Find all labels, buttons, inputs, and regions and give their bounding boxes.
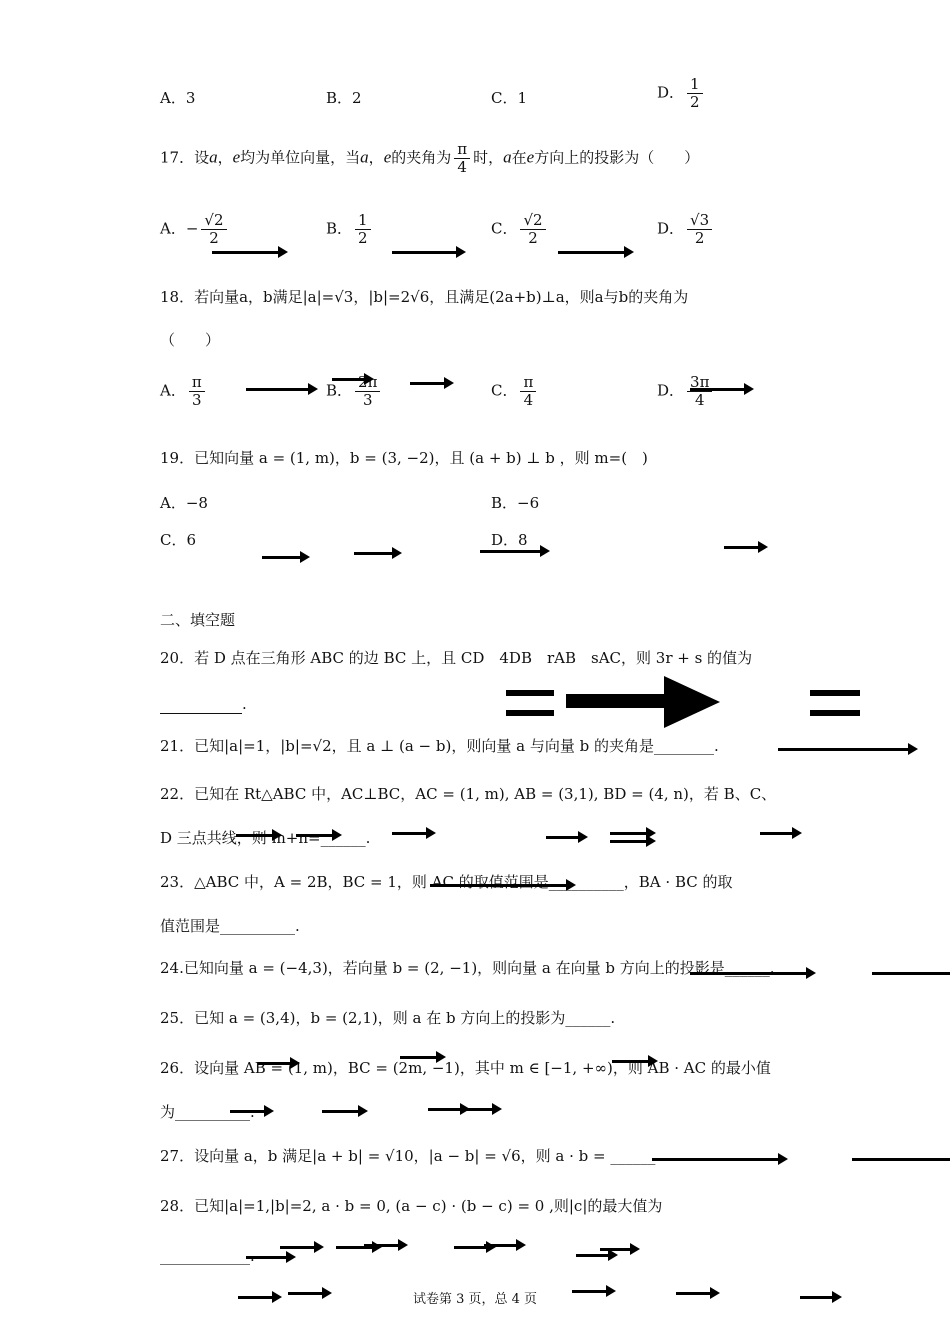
arrow-artifact — [484, 1244, 520, 1247]
equals-artifact — [810, 690, 860, 696]
arrow-artifact — [262, 556, 304, 559]
q17-option-a: A．− $\frac{√2}{2}$ — [160, 212, 230, 247]
q21-stem: 21．已知|a|=1，|b|=√2，且 a ⊥ (a − b)，则向量 a 与向量 b 的夹角是________. — [160, 737, 719, 755]
q26-stem: 26．设向量 AB = (1, m)，BC = (2m, −1)，其中 m ∈ [−1, +∞)，则 AB · AC 的最小值 — [160, 1059, 771, 1077]
q19-option-a: A．−8 — [160, 494, 208, 512]
q16-option-b: B．2 — [326, 89, 362, 107]
arrow-artifact — [236, 834, 276, 837]
arrow-artifact — [558, 251, 628, 254]
arrow-artifact — [778, 748, 912, 751]
line-artifact — [872, 972, 950, 975]
q16-option-d: D． $\frac{1}{2}$ — [657, 76, 706, 111]
q18-option-d: D． $\frac{3\pi}{4}$ — [657, 374, 715, 409]
q19-option-d: D．8 — [491, 531, 528, 549]
q18-stem: 18．若向量a，b满足|a|=√3，|b|=2√6，且满足(2a+b)⊥a，则a与b的夹角为 — [160, 288, 689, 306]
arrow-artifact — [280, 1246, 318, 1249]
q18-option-c: C． $\frac{\pi}{4}$ — [491, 374, 539, 409]
arrow-artifact — [724, 546, 762, 549]
q16-option-a: A．3 — [160, 89, 196, 107]
q25-stem: 25．已知 a = (3,4)，b = (2,1)，则 a 在 b 方向上的投影为______. — [160, 1009, 616, 1027]
answer-blank[interactable] — [160, 713, 242, 714]
q17-option-c: C． $\frac{√2}{2}$ — [491, 212, 549, 247]
big-arrow-head — [664, 676, 720, 728]
arrow-artifact — [428, 1108, 464, 1111]
q18-paren: （ ） — [160, 331, 221, 349]
arrow-artifact — [652, 1158, 782, 1161]
arrow-artifact — [690, 972, 810, 975]
arrow-artifact — [230, 1110, 268, 1113]
q19-option-c: C．6 — [160, 531, 197, 549]
arrow-artifact — [462, 1108, 496, 1111]
arrow-artifact — [760, 832, 796, 835]
arrow-artifact — [690, 388, 748, 391]
page-footer: 试卷第 3 页，总 4 页 — [412, 1292, 538, 1307]
equals-artifact — [506, 710, 554, 716]
equals-artifact — [506, 690, 554, 696]
arrow-artifact — [546, 836, 582, 839]
q16-option-c: C．1 — [491, 89, 528, 107]
q23-stem-cont: 值范围是__________. — [160, 917, 300, 935]
q17-stem: 17．设a，e均为单位向量，当a，e的夹角为 $\frac{\pi}{4}$ 时，a在e方向上的投影为（ ） — [160, 140, 700, 176]
arrow-artifact — [246, 1256, 290, 1259]
q18-option-b: B． $\frac{2\pi}{3}$ — [326, 374, 383, 409]
arrow-artifact — [246, 388, 312, 391]
q19-option-b: B．−6 — [491, 494, 540, 512]
q19-stem: 19．已知向量 a = (1, m)，b = (3, −2)，且 (a + b) ⊥ b ，则 m=( ) — [160, 449, 648, 467]
q23-stem: 23．△ABC 中，A = 2B，BC = 1，则 AC 的取值范围是__________，BA · BC 的取 — [160, 873, 733, 891]
arrow-artifact — [392, 832, 430, 835]
q17-option-d: D． $\frac{√3}{2}$ — [657, 212, 715, 247]
arrow-artifact — [610, 832, 650, 835]
q18-option-a: A． $\frac{\pi}{3}$ — [160, 374, 208, 409]
arrow-artifact — [354, 552, 396, 555]
q27-stem: 27．设向量 a，b 满足|a + b| = √10，|a − b| = √6，则 a · b = ______ — [160, 1147, 656, 1165]
q28-stem-cont: ____________. — [160, 1247, 255, 1265]
arrow-artifact — [610, 840, 650, 843]
arrow-artifact — [364, 1244, 402, 1247]
arrow-artifact — [212, 251, 282, 254]
arrow-artifact — [400, 1056, 440, 1059]
q26-stem-cont: 为__________. — [160, 1103, 255, 1121]
arrow-artifact — [296, 834, 336, 837]
equals-artifact — [810, 710, 860, 716]
line-artifact — [852, 1158, 950, 1161]
arrow-artifact — [392, 251, 460, 254]
arrow-artifact — [600, 1248, 634, 1251]
arrow-artifact — [576, 1254, 612, 1257]
arrow-artifact — [430, 884, 570, 887]
arrow-artifact — [332, 378, 368, 381]
q24-stem: 24.已知向量 a = (−4,3)，若向量 b = (2, −1)，则向量 a 在向量 b 方向上的投影是______. — [160, 959, 775, 977]
q20-stem: 20．若 D 点在三角形 ABC 的边 BC 上，且 CD 4DB rAB sAC，则 3r + s 的值为 — [160, 649, 753, 667]
arrow-artifact — [612, 1060, 652, 1063]
arrow-artifact — [258, 1062, 294, 1065]
arrow-artifact — [480, 550, 544, 553]
arrow-artifact — [410, 382, 448, 385]
section-title: 二、填空题 — [160, 611, 236, 629]
q17-option-b: B． $\frac{1}{2}$ — [326, 212, 374, 247]
q22-stem-cont: D 三点共线，则 m+n=______. — [160, 829, 371, 847]
q28-stem: 28．已知|a|=1,|b|=2, a · b = 0, (a − c) · (b − c) = 0 ,则|c|的最大值为 — [160, 1197, 663, 1215]
q22-stem: 22．已知在 Rt△ABC 中，AC⊥BC，AC = (1, m), AB = (3,1), BD = (4, n)，若 B、C、 — [160, 785, 777, 803]
big-arrow-shaft — [566, 694, 666, 708]
q20-answer-line: . — [160, 694, 247, 714]
arrow-artifact — [322, 1110, 362, 1113]
